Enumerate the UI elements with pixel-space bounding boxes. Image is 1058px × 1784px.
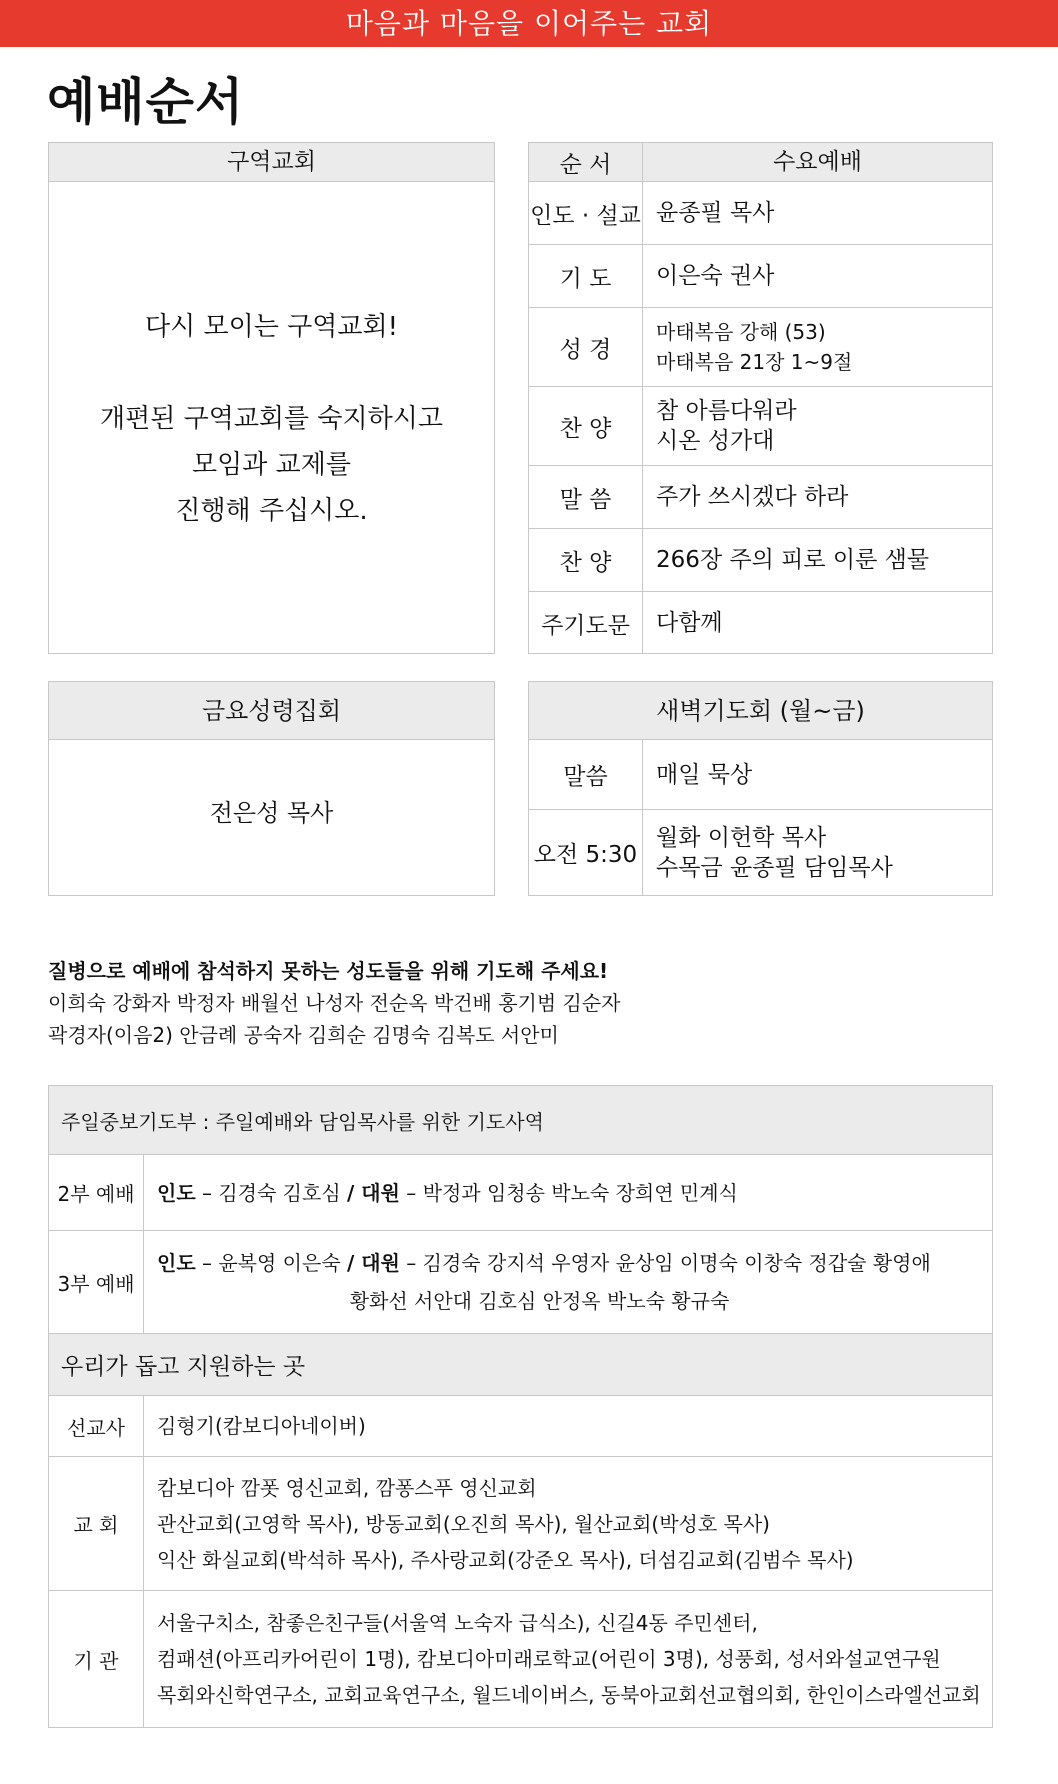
cell-group-panel xyxy=(48,142,495,654)
friday-service-preacher: 전은성 목사 xyxy=(209,799,334,827)
support-title: 우리가 돕고 지원하는 곳 xyxy=(61,1354,306,1380)
support-label: 선교사 xyxy=(49,1396,144,1456)
order-label: 찬 양 xyxy=(529,529,643,591)
dawn-label: 말씀 xyxy=(529,740,643,809)
team-names-cont: 황화선 서안대 김호심 안정옥 박노숙 황규숙 xyxy=(349,1289,730,1313)
lead-names: – 윤복영 이은숙 xyxy=(195,1251,347,1275)
support-line: 김형기(캄보디아네이버) xyxy=(157,1414,366,1438)
order-text: 266장 주의 피로 이룬 샘물 xyxy=(656,547,930,573)
support-label: 교 회 xyxy=(49,1457,144,1590)
support-title-row xyxy=(49,1334,992,1396)
intercession-row xyxy=(49,1231,992,1334)
dawn-text: 월화 이헌학 목사 xyxy=(656,824,827,851)
dawn-row xyxy=(529,810,992,895)
support-row xyxy=(49,1396,992,1457)
page-title: 예배순서 xyxy=(47,73,245,131)
support-line: 관산교회(고영학 목사), 방동교회(오진희 목사), 월산교회(박성호 목사) xyxy=(157,1511,770,1536)
order-text: 윤종필 목사 xyxy=(656,200,775,226)
team-key: / 대원 xyxy=(347,1180,400,1205)
cell-group-line: 모임과 교제를 xyxy=(192,450,351,480)
team-key: / 대원 xyxy=(347,1251,400,1275)
order-row xyxy=(529,308,992,387)
order-row xyxy=(529,529,992,592)
friday-service-header: 금요성령집회 xyxy=(49,682,494,740)
intercession-title: 주일중보기도부 : 주일예배와 담임목사를 위한 기도사역 xyxy=(61,1109,544,1134)
dawn-row xyxy=(529,740,992,810)
support-row xyxy=(49,1591,992,1727)
support-line: 캄보디아 깜폿 영신교회, 깜퐁스푸 영신교회 xyxy=(157,1475,537,1500)
dawn-text: 매일 묵상 xyxy=(656,761,753,788)
order-label: 말 씀 xyxy=(529,466,643,528)
church-slogan-banner: 마음과 마음을 이어주는 교회 xyxy=(0,0,1058,47)
cell-group-line: 다시 모이는 구역교회! xyxy=(145,312,398,342)
support-line: 익산 화실교회(박석하 목사), 주사랑교회(강준오 목사), 더섬김교회(김범수 목사) xyxy=(157,1547,854,1572)
cell-group-line: 진행해 주십시오. xyxy=(175,496,368,526)
order-label: 찬 양 xyxy=(529,387,643,465)
order-text: 마태복음 21장 1~9절 xyxy=(656,350,853,374)
order-text: 다함께 xyxy=(656,610,723,636)
order-text: 참 아름다워라 xyxy=(656,398,797,424)
wednesday-service-order-table xyxy=(528,142,993,654)
dawn-label: 오전 5:30 xyxy=(529,810,643,895)
order-text: 시온 성가대 xyxy=(656,428,775,454)
order-text: 이은숙 권사 xyxy=(656,263,775,289)
cell-group-line: 개편된 구역교회를 숙지하시고 xyxy=(99,404,444,434)
order-label: 주기도문 xyxy=(529,592,643,654)
dawn-text: 수목금 윤종필 담임목사 xyxy=(656,854,893,881)
order-text: 마태복음 강해 (53) xyxy=(656,320,826,344)
dawn-header-row xyxy=(529,682,992,740)
dawn-header: 새벽기도회 (월~금) xyxy=(656,696,865,725)
support-line: 컴패션(아프리카어린이 1명), 캄보디아미래로학교(어린이 3명), 성풍회, 성서와설교연구원 xyxy=(157,1647,941,1671)
cell-group-header: 구역교회 xyxy=(49,143,494,182)
prayer-request-title: 질병으로 예배에 참석하지 못하는 성도들을 위해 기도해 주세요! xyxy=(48,959,609,983)
dawn-prayer-table xyxy=(528,681,993,896)
support-label: 기 관 xyxy=(49,1591,144,1727)
friday-service-panel xyxy=(48,681,495,896)
order-text: 주가 쓰시겠다 하라 xyxy=(656,484,849,510)
order-row xyxy=(529,387,992,466)
intercession-title-row xyxy=(49,1086,992,1155)
support-row xyxy=(49,1457,992,1591)
prayer-names-line: 이희숙 강화자 박정자 배월선 나성자 전순옥 박건배 홍기범 김순자 xyxy=(48,991,621,1015)
order-row xyxy=(529,182,992,245)
lead-key: 인도 xyxy=(157,1180,196,1205)
order-label: 성 경 xyxy=(529,308,643,386)
support-line: 목회와신학연구소, 교회교육연구소, 월드네이버스, 동북아교회선교협의회, 한인이스라엘선교회 xyxy=(157,1683,981,1707)
order-label: 인도 · 설교 xyxy=(529,182,643,244)
order-row xyxy=(529,592,992,654)
prayer-names-line: 곽경자(이음2) 안금례 공숙자 김희순 김명숙 김복도 서안미 xyxy=(48,1023,559,1047)
order-row xyxy=(529,466,992,529)
order-label: 기 도 xyxy=(529,245,643,307)
cell-group-body xyxy=(49,182,494,534)
intercession-support-table xyxy=(48,1085,993,1728)
team-names: – 김경숙 강지석 우영자 윤상임 이명숙 이창숙 정갑술 황영애 xyxy=(399,1251,931,1275)
intercession-label: 2부 예배 xyxy=(49,1155,144,1230)
intercession-label: 3부 예배 xyxy=(49,1231,144,1333)
support-line: 서울구치소, 참좋은친구들(서울역 노숙자 급식소), 신길4동 주민센터, xyxy=(157,1611,758,1635)
lead-key: 인도 xyxy=(157,1251,196,1275)
team-names: – 박정과 임청송 박노숙 장희연 민계식 xyxy=(399,1180,738,1205)
order-header-col2: 수요예배 xyxy=(773,149,862,175)
order-header-row xyxy=(529,143,992,182)
prayer-request-section xyxy=(48,955,621,1051)
intercession-row xyxy=(49,1155,992,1231)
order-header-col1: 순 서 xyxy=(529,143,643,181)
order-row xyxy=(529,245,992,308)
lead-names: – 김경숙 김호심 xyxy=(195,1180,347,1205)
